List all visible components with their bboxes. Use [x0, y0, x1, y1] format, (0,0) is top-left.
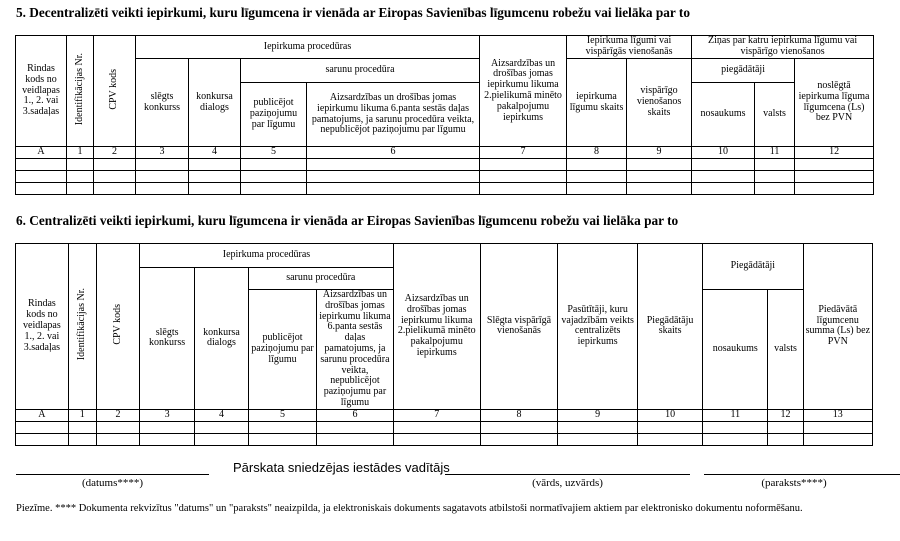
s5-h-procedures: Iepirkuma procedūras — [136, 36, 480, 59]
s5-h-id-nr: Identifikācijas Nr. — [67, 36, 94, 147]
s6-table-row[interactable] — [16, 433, 873, 445]
s6-h-negotiation: sarunu procedūra — [248, 268, 393, 290]
section5-title: 5. Decentralizēti veikti iepirkumi, kuru līgumcena ir vienāda ar Eiropas Savienības līgumcenu robežu vai lielāka par to — [16, 5, 690, 20]
s6-h-procedures: Iepirkuma procedūras — [140, 244, 394, 268]
s5-h-framework: Iepirkuma līgumi vai vispārīgās vienošanās — [567, 36, 692, 59]
s5-col-num: 12 — [795, 147, 874, 159]
s6-h-published: publicējot paziņojumu par līgumu — [248, 290, 316, 410]
s6-h-cpv: CPV kods — [96, 244, 139, 410]
date-label: (datums****) — [81, 477, 144, 489]
s5-h-sum: noslēgtā iepirkuma līguma līgumcena (Ls) bez PVN — [795, 59, 874, 147]
s5-h-negotiation: sarunu procedūra — [241, 59, 480, 83]
head-of-institution-title: Pārskata sniedzējas iestādes vadītājs — [233, 460, 450, 475]
s6-h-closed: slēgts konkurss — [140, 268, 195, 410]
s5-h-info: Ziņas par katru iepirkuma līgumu vai vispārīgo vienošanos — [692, 36, 874, 59]
s5-h-suppliers: piegādātāji — [692, 59, 795, 83]
footnote: Piezīme. **** Dokumenta rekvizītus "datums" un "paraksts" neaizpilda, ja elektroniskais dokuments sagatavots atbilstoši normatīvajiem aktiem par elektronisko dokumentu noformēšanu. — [16, 503, 803, 514]
s6-col-num: 11 — [703, 409, 768, 421]
s6-h-row-code: Rindas kods no veidlapas 1., 2. vai 3.sadaļas — [16, 244, 69, 410]
s5-h-published: publicējot paziņojumu par līgumu — [241, 83, 307, 147]
s6-h-offer-sum: Piedāvātā līgumcenu summa (Ls) bez PVN — [803, 244, 872, 410]
s5-col-num: 6 — [307, 147, 480, 159]
s5-col-num: 3 — [136, 147, 189, 159]
s5-h-contracts-count: iepirkuma līgumu skaits — [567, 59, 627, 147]
s6-col-num: 3 — [140, 409, 195, 421]
s5-table-row[interactable] — [16, 183, 874, 195]
s5-col-num: 10 — [692, 147, 755, 159]
s6-table-row[interactable] — [16, 421, 873, 433]
signature-line[interactable] — [704, 474, 900, 475]
s6-h-suppliers-count: Piegādātāju skaits — [637, 244, 702, 410]
name-label: (vārds, uzvārds) — [532, 477, 603, 489]
date-line[interactable] — [16, 474, 209, 475]
s5-col-num: 5 — [241, 147, 307, 159]
s6-h-dialog: konkursa dialogs — [195, 268, 249, 410]
s5-col-num: 1 — [67, 147, 94, 159]
s6-h-annex2: Aizsardzības un drošības jomas iepirkumu likuma 2.pielikumā minēto pakalpojumu iepirkums — [393, 244, 480, 410]
section6-table — [15, 243, 873, 446]
section5-table — [15, 35, 874, 195]
s6-col-num: 6 — [317, 409, 394, 421]
s5-col-num: A — [16, 147, 67, 159]
s5-h-country: valsts — [755, 83, 795, 147]
s5-h-closed: slēgts konkurss — [136, 59, 189, 147]
s5-h-cpv: CPV kods — [94, 36, 136, 147]
s6-col-num: 8 — [480, 409, 558, 421]
s5-col-num: 4 — [189, 147, 241, 159]
s6-col-num: A — [16, 409, 69, 421]
s5-h-name: nosaukums — [692, 83, 755, 147]
s6-col-num: 7 — [393, 409, 480, 421]
s6-h-unpublished: Aizsardzības un drošības jomas iepirkumu likuma 6.panta sestās daļas pamatojums, ja sarunu procedūra veikta, nepublicējot paziņojumu par līgumu — [317, 290, 394, 410]
s5-h-annex2: Aizsardzības un drošības jomas iepirkumu likuma 2.pielikumā minēto pakalpojumu iepirkums — [480, 36, 567, 147]
s5-table-row[interactable] — [16, 159, 874, 171]
s6-h-name: nosaukums — [703, 290, 768, 410]
s6-h-customer: Pasūtītāji, kuru vajadzībām veikts centralizēts iepirkums — [558, 244, 638, 410]
s5-col-num: 2 — [94, 147, 136, 159]
s6-col-num: 10 — [637, 409, 702, 421]
s6-h-id-nr: Identifikācijas Nr. — [68, 244, 96, 410]
s5-col-num: 8 — [567, 147, 627, 159]
s5-col-num: 11 — [755, 147, 795, 159]
s6-h-general-agreement: Slēgta vispārīgā vienošanās — [480, 244, 558, 410]
s5-h-row-code: Rindas kods no veidlapas 1., 2. vai 3.sadaļas — [16, 36, 67, 147]
s5-col-num: 7 — [480, 147, 567, 159]
s5-table-row[interactable] — [16, 171, 874, 183]
section6-title: 6. Centralizēti veikti iepirkumi, kuru līgumcena ir vienāda ar Eiropas Savienības līgumcenu robežu vai lielāka par to — [16, 213, 679, 228]
s6-col-num: 9 — [558, 409, 638, 421]
s6-col-num: 1 — [68, 409, 96, 421]
s6-col-num: 12 — [768, 409, 803, 421]
s5-col-num: 9 — [627, 147, 692, 159]
signature-label: (paraksts****) — [761, 477, 827, 489]
s5-h-agreements-count: vispārīgo vienošanos skaits — [627, 59, 692, 147]
s6-h-suppliers: Piegādātāji — [703, 244, 803, 290]
s5-h-unpublished: Aizsardzības un drošības jomas iepirkumu likuma 6.panta sestās daļas pamatojums, ja sarunu procedūra veikta, nepublicējot paziņojumu par līgumu — [307, 83, 480, 147]
s6-col-num: 4 — [195, 409, 249, 421]
s6-col-num: 5 — [248, 409, 316, 421]
name-line[interactable] — [445, 474, 690, 475]
s6-h-country: valsts — [768, 290, 803, 410]
s6-col-num: 2 — [96, 409, 139, 421]
s5-h-dialog: konkursa dialogs — [189, 59, 241, 147]
s6-col-num: 13 — [803, 409, 872, 421]
